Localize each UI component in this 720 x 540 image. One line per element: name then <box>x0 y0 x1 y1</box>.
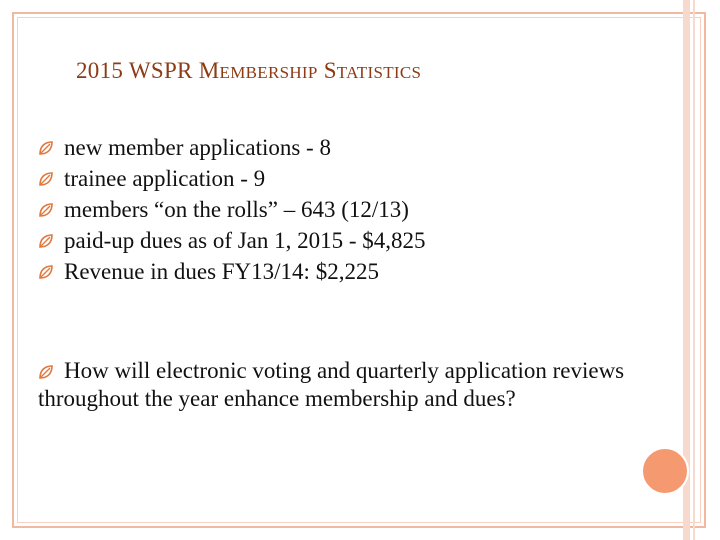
list-item-text: Revenue in dues FY13/14: $2,225 <box>64 259 379 284</box>
leaf-bullet-icon <box>36 163 56 194</box>
leaf-bullet-icon <box>36 194 56 225</box>
leaf-bullet-icon <box>36 256 56 287</box>
slide-title <box>76 58 636 84</box>
title-org: WSPR <box>128 58 193 83</box>
title-year: 2015 <box>76 58 124 83</box>
title-word1-cap: M <box>198 58 220 83</box>
list-item-text: paid-up dues as of Jan 1, 2015 - $4,825 <box>64 228 426 253</box>
title-word2-rest: TATISTICS <box>336 63 422 82</box>
list-item-text: trainee application - 9 <box>64 166 266 191</box>
title-word2-cap: S <box>323 58 337 83</box>
question-text: How will electronic voting and quarterly application reviews throughout the year enhance membership and dues? <box>38 358 625 411</box>
statistics-list <box>36 132 656 287</box>
list-item-text: new member applications - 8 <box>64 135 331 160</box>
list-item <box>36 225 656 256</box>
leaf-bullet-icon <box>36 132 56 163</box>
list-item <box>36 163 656 194</box>
leaf-bullet-icon <box>36 356 56 387</box>
accent-circle <box>641 447 689 495</box>
list-item <box>36 256 656 287</box>
leaf-bullet-icon <box>36 225 56 256</box>
list-item-text: members “on the rolls” – 643 (12/13) <box>64 197 409 222</box>
list-item <box>36 194 656 225</box>
list-item <box>36 132 656 163</box>
side-accent-line <box>693 0 695 540</box>
title-word1-rest: EMBERSHIP <box>219 63 318 82</box>
question-paragraph <box>36 357 636 413</box>
